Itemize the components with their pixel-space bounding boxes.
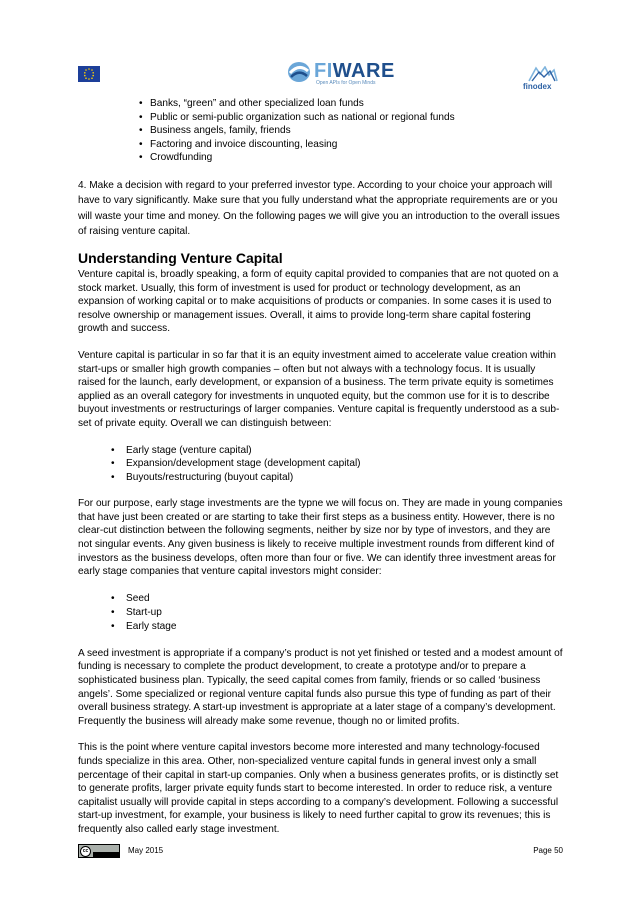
cc-license-band: [93, 852, 119, 857]
page-number: Page 50: [533, 846, 563, 855]
eu-flag-icon: [78, 66, 100, 82]
finodex-wordmark: finodex: [523, 82, 552, 91]
stage-list: [78, 444, 563, 485]
footer-date: May 2015: [128, 846, 164, 855]
investment-area-list: [78, 592, 563, 634]
list-item: • Start-up: [78, 606, 563, 620]
paragraph: This is the point where venture capital investors become more interested and many technology-focused funds specialize in this area. Other, non-specialized venture capital funds in general invest only a small percentage of their capital in start-up companies. Only when a business generates profits, or is distinctly set to generate profits, larger private equity funds start to become interested. In order to reduce risk, a venture capitalist usually will provide capital in steps according to a company’s development. Following a successful start-up investment, for example, your business is likely to need further capital to grow its revenues; this is frequently also called early stage investment.: [78, 742, 559, 835]
page-footer: [78, 844, 563, 860]
section-heading: Understanding Venture Capital: [78, 249, 283, 266]
list-item: • Buyouts/restructuring (buyout capital): [78, 471, 563, 485]
fiware-swirl-icon: [286, 59, 312, 85]
investor-type-list: [78, 97, 563, 165]
finodex-logo: [522, 66, 562, 92]
list-item: • Crowdfunding: [78, 151, 563, 165]
page-header: [0, 0, 638, 100]
list-item: • Seed: [78, 592, 563, 606]
paragraph: Venture capital is particular in so far that it is an equity investment aimed to accelerate value creation within start-ups or smaller high growth companies – often but not always with a technology focus. It is usually raised for the launch, early development, or expansion of a business. The term private equity is sometimes applied as an overall category for investments in unquoted equity, but the common use for it is to describe buyout investments or restructurings of larger companies. Venture capital is frequently understood as a sub-set of private equity. Overall we can distinguish between:: [78, 349, 560, 429]
list-item: • Business angels, family, friends: [78, 124, 563, 138]
document-body: [78, 96, 563, 837]
cc-icon: cc: [80, 846, 91, 857]
fiware-tagline: Open APIs for Open Minds: [316, 80, 376, 86]
paragraph: A seed investment is appropriate if a company’s product is not yet finished or tested and a modest amount of funding is necessary to complete the product development, to create a prototype and/or to prepare a sophisticated business plan. Typically, the seed capital comes from family, friends or so called ‘business angels’. Some specialized or regional venture capital funds also pursue this type of funding as part of their overall business strategy. A start-up investment is appropriate at a later stage of a company’s development. Frequently the business will already make some revenue, though no or limited profits.: [78, 647, 563, 727]
list-item: • Public or semi-public organization such as national or regional funds: [78, 111, 563, 125]
paragraph: For our purpose, early stage investments are the typne we will focus on. They are made in young companies that have just been created or are starting to take their first steps as a business entity. However, there is no clear-cut distinction between the following segments, neither by size nor by type of investors, and they are not singular events. Any given business is likely to receive multiple investment rounds from different kind of investors as the business develops, often more than four or five. We can identify three investment areas for early stage companies that venture capital investors might consider:: [78, 498, 563, 578]
fiware-wordmark-prefix: FI: [314, 60, 333, 82]
paragraph: Venture capital is, broadly speaking, a form of equity capital provided to companies that are not quoted on a stock market. Usually, this form of investment is used for product or technology development, as an expansion of working capital or to make acquisitions of products or companies. In some cases it is used to resolve ownership or management issues. Overall, it aims to provide long-term share capital fostering growth and success.: [78, 268, 559, 335]
list-item: • Early stage: [78, 620, 563, 634]
list-item: • Early stage (venture capital): [78, 444, 563, 458]
list-item: • Factoring and invoice discounting, leasing: [78, 138, 563, 152]
list-item: • Banks, “green” and other specialized loan funds: [78, 97, 563, 111]
fiware-logo: [286, 57, 395, 89]
step-4-paragraph: 4. Make a decision with regard to your preferred investor type. According to your choice your approach will have to vary significantly. Make sure that you fully understand what the appropriate requirements are or you will waste your time and money. On the following pages we will give you an introduction to the overall issues of raising venture capital.: [78, 179, 560, 238]
fiware-wordmark-suffix: WARE: [332, 60, 395, 82]
finodex-mark-icon: [526, 66, 560, 82]
list-item: • Expansion/development stage (development capital): [78, 457, 563, 471]
creative-commons-badge: [78, 844, 120, 858]
